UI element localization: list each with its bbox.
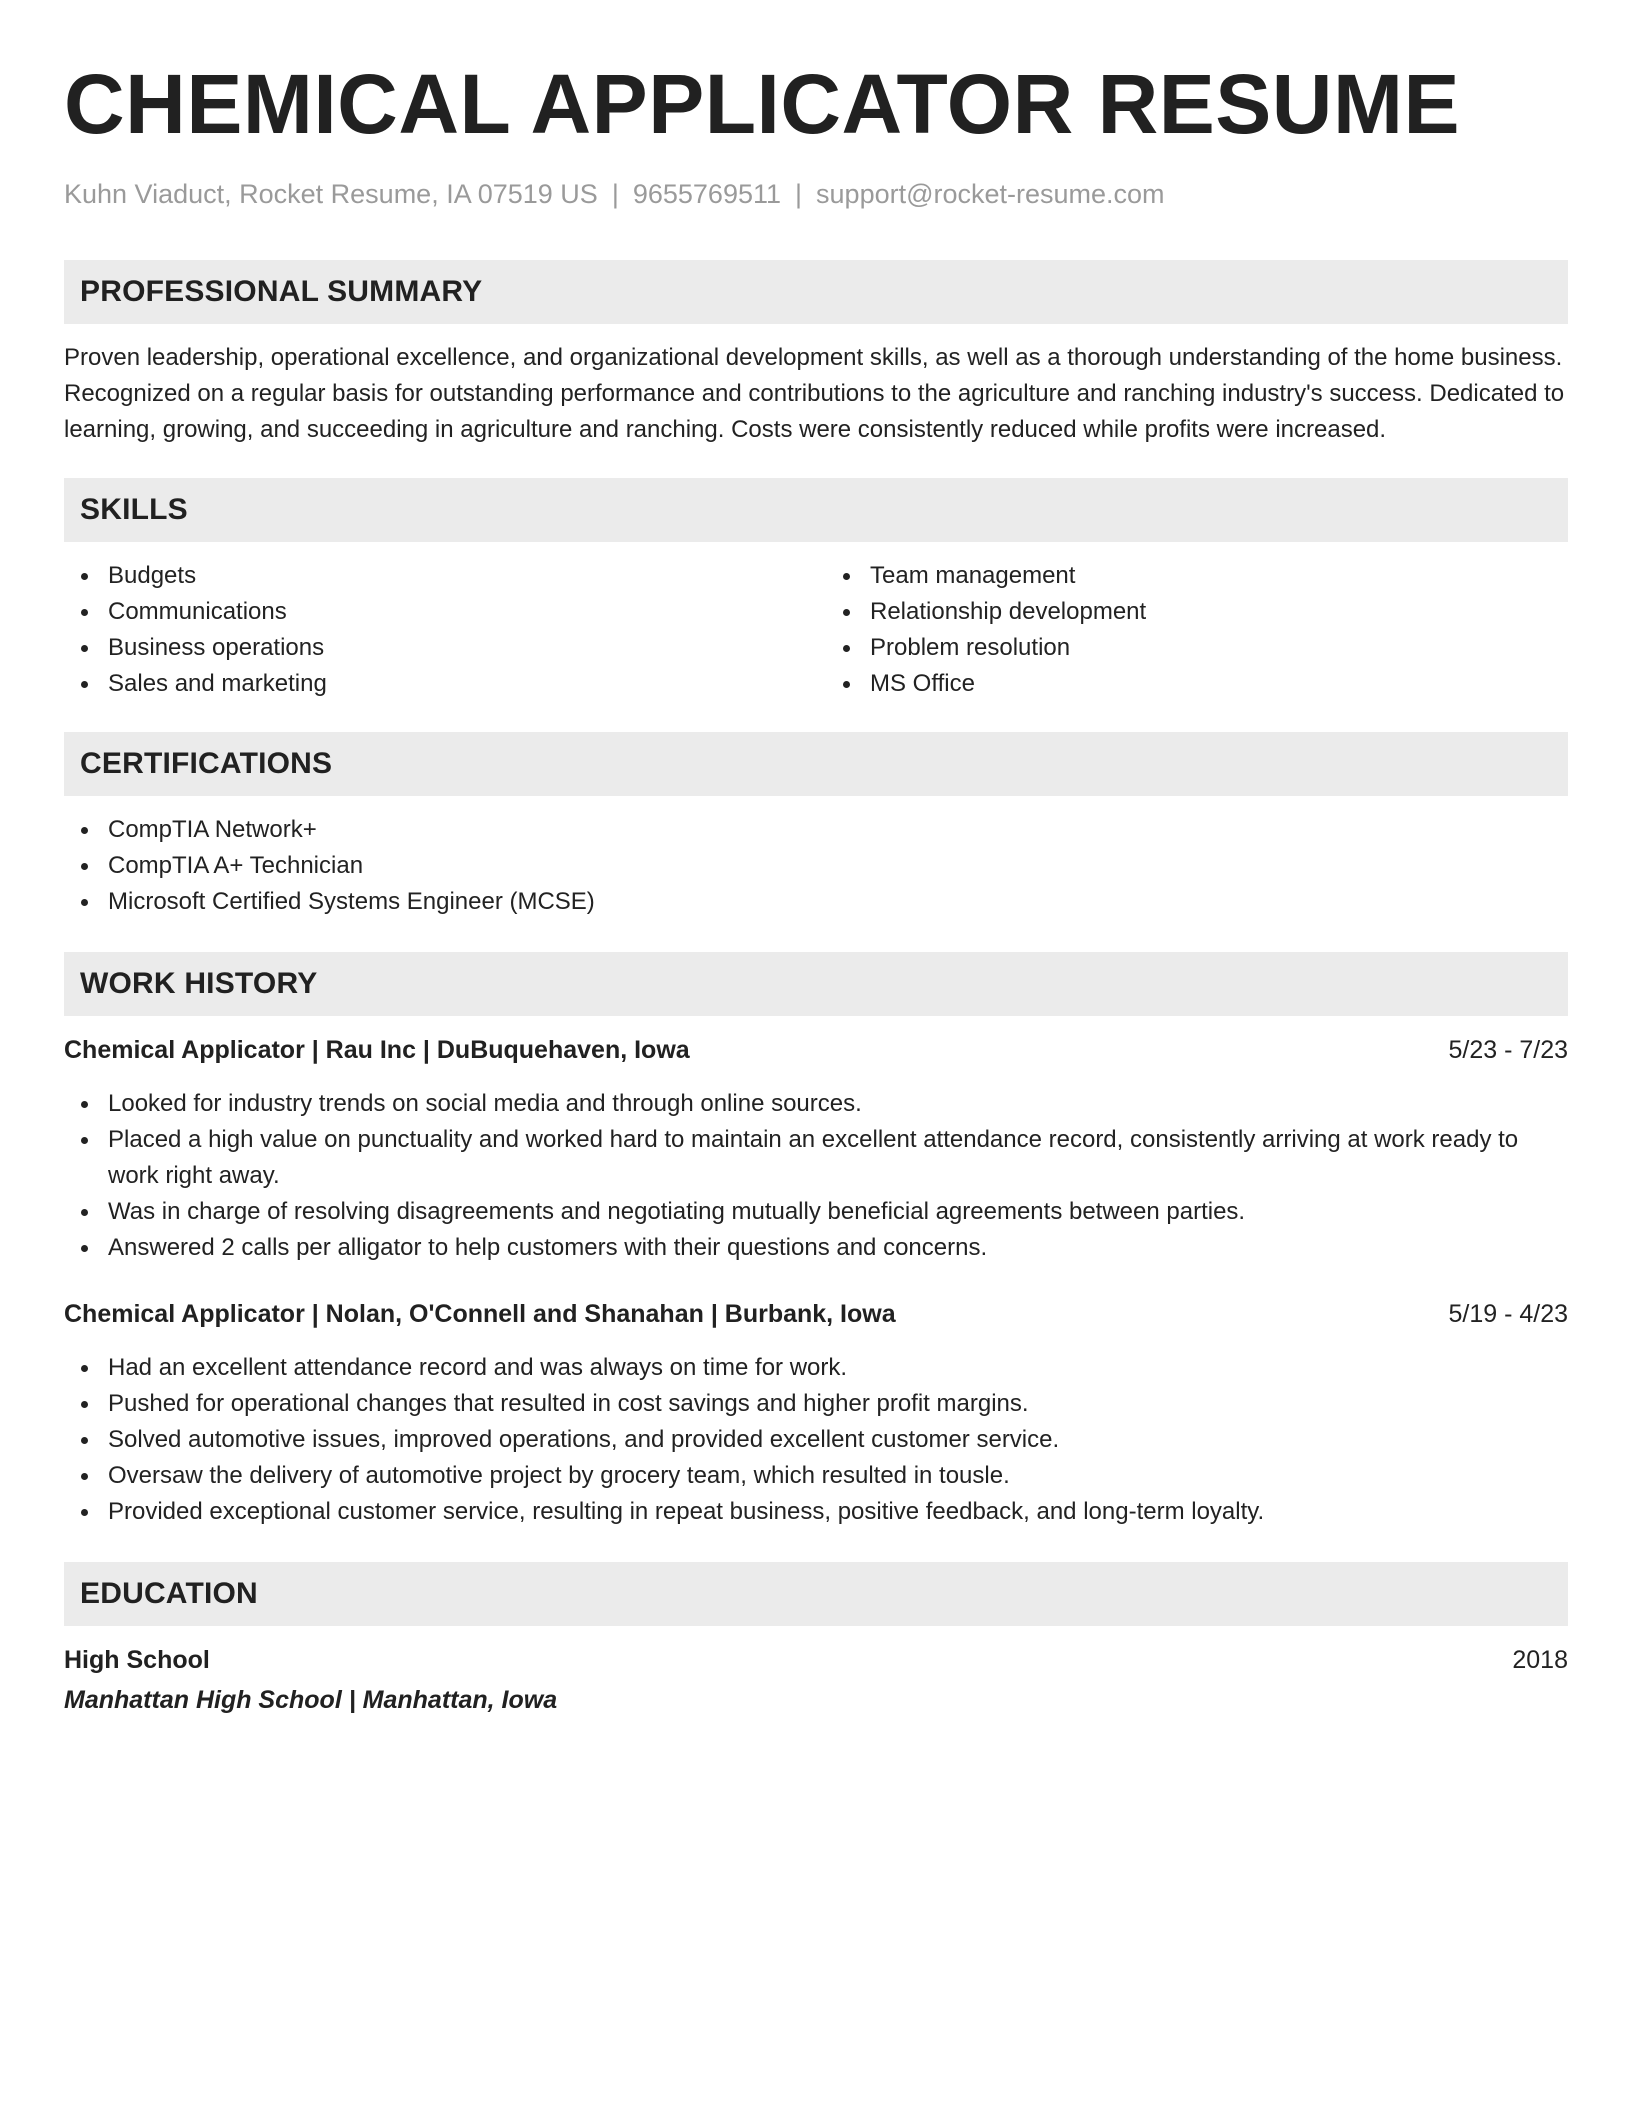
job-bullet: Provided exceptional customer service, resulting in repeat business, positive feedback, and long-term loyalty. (64, 1494, 1568, 1530)
job-bullets (64, 1086, 1568, 1266)
contact-separator: | (611, 179, 619, 209)
contact-address: Kuhn Viaduct, Rocket Resume, IA 07519 US (64, 179, 598, 209)
job-dates: 5/23 - 7/23 (1448, 1036, 1568, 1064)
job-header (64, 1032, 1568, 1068)
job-dates: 5/19 - 4/23 (1448, 1300, 1568, 1328)
education-header (64, 1642, 1568, 1678)
skill-item: Sales and marketing (64, 666, 806, 702)
section-heading-work-history: WORK HISTORY (64, 952, 1568, 1016)
education-degree: High School (64, 1646, 210, 1674)
section-heading-summary: PROFESSIONAL SUMMARY (64, 260, 1568, 324)
education-entry (64, 1642, 1568, 1718)
skills-column-right (826, 558, 1568, 702)
contact-line (64, 178, 1568, 210)
job-title: Chemical Applicator | Nolan, O'Connell and Shanahan | Burbank, Iowa (64, 1300, 896, 1328)
certifications-list (64, 812, 1568, 920)
job-bullet: Answered 2 calls per alligator to help customers with their questions and concerns. (64, 1230, 1568, 1266)
contact-phone: 9655769511 (632, 179, 782, 209)
certification-item: CompTIA Network+ (64, 812, 1568, 848)
skill-item: Budgets (64, 558, 806, 594)
skill-item: Business operations (64, 630, 806, 666)
skill-item: MS Office (826, 666, 1568, 702)
skills-column-left (64, 558, 806, 702)
job-bullet: Was in charge of resolving disagreements and negotiating mutually beneficial agreements between parties. (64, 1194, 1568, 1230)
skill-item: Problem resolution (826, 630, 1568, 666)
job-bullet: Looked for industry trends on social media and through online sources. (64, 1086, 1568, 1122)
education-school: Manhattan High School | Manhattan, Iowa (64, 1686, 558, 1714)
job-entry (64, 1296, 1568, 1530)
skill-item: Relationship development (826, 594, 1568, 630)
skills-list (64, 558, 1568, 702)
job-title: Chemical Applicator | Rau Inc | DuBuquehaven, Iowa (64, 1036, 690, 1064)
job-bullet: Placed a high value on punctuality and worked hard to maintain an excellent attendance record, consistently arriving at work ready to work right away. (64, 1122, 1568, 1194)
section-heading-certifications: CERTIFICATIONS (64, 732, 1568, 796)
resume-title: CHEMICAL APPLICATOR RESUME (64, 57, 1460, 151)
certification-item: CompTIA A+ Technician (64, 848, 1568, 884)
job-bullet: Had an excellent attendance record and was always on time for work. (64, 1350, 1568, 1386)
job-header (64, 1296, 1568, 1332)
job-entry (64, 1032, 1568, 1266)
section-heading-education: EDUCATION (64, 1562, 1568, 1626)
job-bullet: Solved automotive issues, improved operations, and provided excellent customer service. (64, 1422, 1568, 1458)
job-bullets (64, 1350, 1568, 1530)
certification-item: Microsoft Certified Systems Engineer (MCSE) (64, 884, 1568, 920)
education-year: 2018 (1512, 1646, 1568, 1674)
skill-item: Team management (826, 558, 1568, 594)
summary-text: Proven leadership, operational excellence, and organizational development skills, as well as a thorough understanding of the home business. Recognized on a regular basis for outstanding performance and contributions to the agriculture and ranching industry's success. Dedicated to learning, growing, and succeeding in agriculture and ranching. Costs were consistently reduced while profits were increased. (64, 344, 1565, 443)
contact-email[interactable]: support@rocket-resume.com (816, 179, 1165, 209)
job-bullet: Oversaw the delivery of automotive project by grocery team, which resulted in tousle. (64, 1458, 1568, 1494)
skill-item: Communications (64, 594, 806, 630)
section-heading-skills: SKILLS (64, 478, 1568, 542)
job-bullet: Pushed for operational changes that resulted in cost savings and higher profit margins. (64, 1386, 1568, 1422)
resume-page (64, 0, 1568, 1718)
contact-separator: | (795, 179, 803, 209)
